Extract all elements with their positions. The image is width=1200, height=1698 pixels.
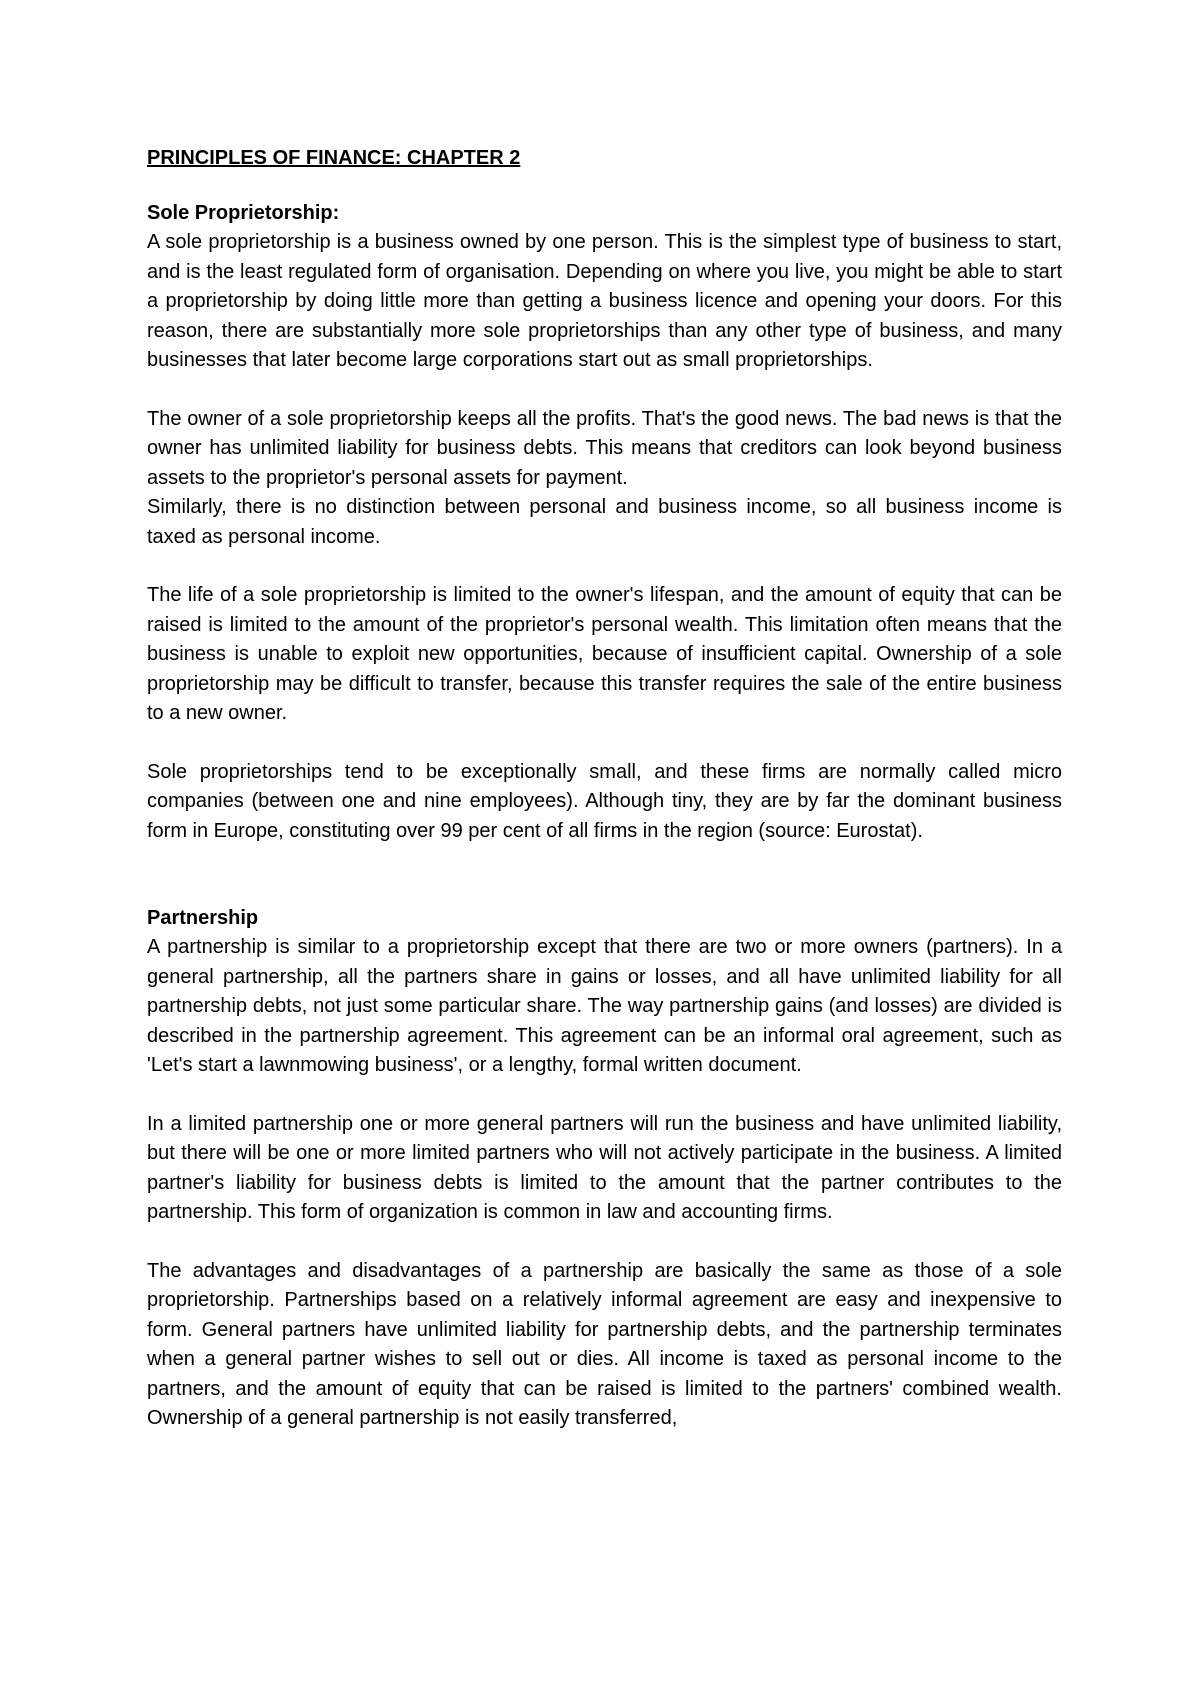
section-heading: Partnership xyxy=(147,907,259,929)
paragraph: The owner of a sole proprietorship keeps all the profits. That's the good news. The bad news is that the owner has unlimited liability for business debts. This means that creditors can look beyond business assets to the proprietor's personal assets for payment. xyxy=(147,407,1062,489)
paragraph: A partnership is similar to a proprietorship except that there are two or more owners (partners). In a general partnership, all the partners share in gains or losses, and all have unlimited liability for all partnership debts, not just some particular share. The way partnership gains (and losses) are divided is described in the partnership agreement. This agreement can be an informal oral agreement, such as 'Let's start a lawnmowing business', or a lengthy, formal written document. xyxy=(147,936,1062,1076)
page-title: PRINCIPLES OF FINANCE: CHAPTER 2 xyxy=(147,147,521,169)
paragraph: The advantages and disadvantages of a partnership are basically the same as those of a sole proprietorship. Partnerships based on a relatively informal agreement are easy and inexpensive to form. General partners have unlimited liability for partnership debts, and the partnership terminates when a general partner wishes to sell out or dies. All income is taxed as personal income to the partners, and the amount of equity that can be raised is limited to the partners' combined wealth. Ownership of a general partnership is not easily transferred, xyxy=(147,1259,1062,1429)
section-heading: Sole Proprietorship: xyxy=(147,202,340,224)
paragraph: Similarly, there is no distinction between personal and business income, so all business income is taxed as personal income. xyxy=(147,496,1062,548)
document-page xyxy=(147,144,1062,1434)
paragraph: In a limited partnership one or more general partners will run the business and have unlimited liability, but there will be one or more limited partners who will not actively participate in the business. A limited partner's liability for business debts is limited to the amount that the partner contributes to the partnership. This form of organization is common in law and accounting firms. xyxy=(147,1112,1062,1223)
section-sole-proprietorship xyxy=(147,199,1062,846)
paragraph: Sole proprietorships tend to be exceptionally small, and these firms are normally called micro companies (between one and nine employees). Although tiny, they are by far the dominant business form in Europe, constituting over 99 per cent of all firms in the region (source: Eurostat). xyxy=(147,760,1062,842)
paragraph: The life of a sole proprietorship is limited to the owner's lifespan, and the amount of equity that can be raised is limited to the amount of the proprietor's personal wealth. This limitation often means that the business is unable to exploit new opportunities, because of insufficient capital. Ownership of a sole proprietorship may be difficult to transfer, because this transfer requires the sale of the entire business to a new owner. xyxy=(147,584,1062,724)
paragraph: A sole proprietorship is a business owned by one person. This is the simplest type of business to start, and is the least regulated form of organisation. Depending on where you live, you might be able to start a proprietorship by doing little more than getting a business licence and opening your doors. For this reason, there are substantially more sole proprietorships than any other type of business, and many businesses that later become large corporations start out as small proprietorships. xyxy=(147,231,1062,371)
section-partnership xyxy=(147,904,1062,1434)
